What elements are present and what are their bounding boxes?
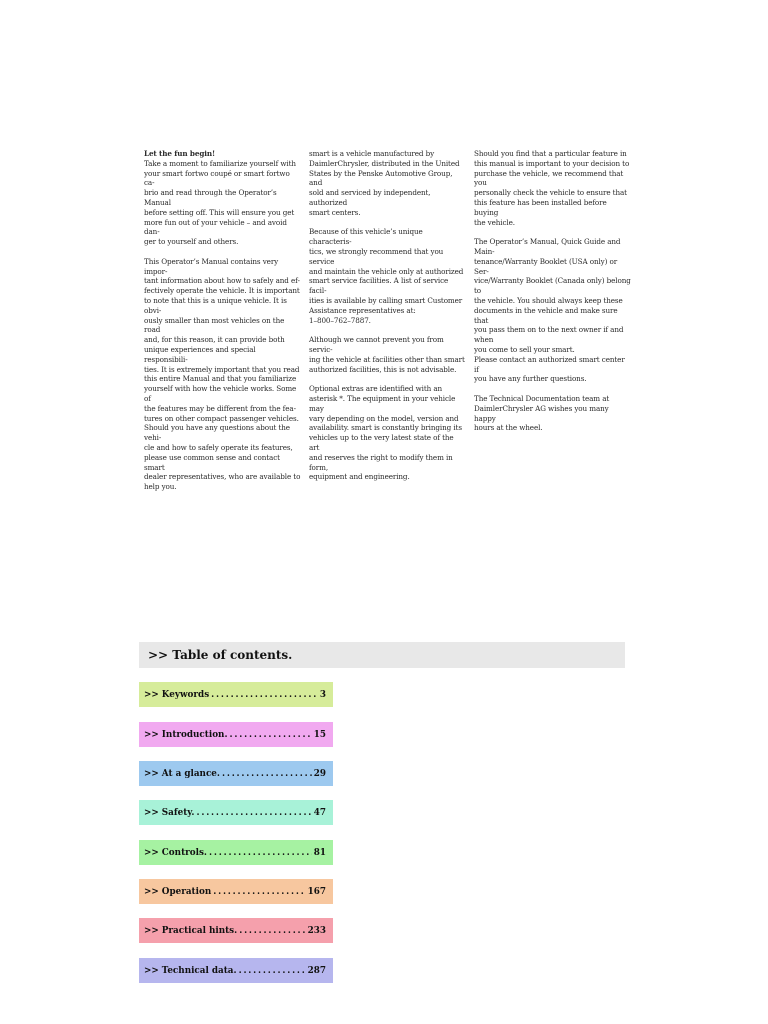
intro-paragraph: This Operator’s Manual contains very impor- tant information about how to safely and ef- fectively operate the vehicle. It is important to note that this is a unique vehicle. It is obvi- ously smaller than most vehicles on the road and, for this reason, it can provide both unique experiences and special responsibili- ties. It is extremely important that you read this entire Manual and that you familiarize yourself with how the vehicle works. Some of the features may be different from the fea- tures on other compact passenger vehicles. Should you have any questions about the vehi- cle and how to safely operate its features, please use common sense and contact smart dealer representatives, who are available to help you.	[144, 256, 301, 492]
intro-paragraph: smart is a vehicle manufactured by DaimlerChrysler, distributed in the United States by the Penske Automotive Group, and sold and serviced by independent, authorized smart centers.	[309, 149, 460, 217]
intro-paragraph: The Operator’s Manual, Quick Guide and Main- tenance/Warranty Booklet (USA only) or Ser- vice/Warranty Booklet (Canada only) belong to the vehicle. You should always keep these documents in the vehicle and make sure that you pass them on to the next owner if and when you come to sell your smart. Please contact an authorized smart center if you have any further questions.	[474, 237, 631, 384]
toc-entry-operation[interactable]	[139, 879, 333, 904]
intro-column-2	[309, 149, 466, 492]
intro-paragraph: Optional extras are identified with an asterisk *. The equipment in your vehicle may vary depending on the model, version and availability. smart is constantly bringing its vehicles up to the very latest state of the art and reserves the right to modify them in form, equipment and engineering.	[309, 384, 462, 482]
toc-leader-dots	[213, 887, 305, 897]
toc-entry-page: 47	[313, 807, 326, 818]
toc-entry-label: >> Safety.	[144, 807, 195, 818]
toc-entry-at-a-glance[interactable]	[139, 761, 333, 786]
toc-entry-page: 287	[307, 965, 326, 976]
toc-leader-dots	[211, 690, 318, 700]
toc-entry-page: 233	[307, 925, 326, 936]
toc-entry-page: 29	[313, 768, 326, 779]
toc-leader-dots	[230, 730, 312, 740]
intro-column-3	[474, 149, 631, 443]
intro-paragraph: The Technical Documentation team at DaimlerChrysler AG wishes you many happy hours at the wheel.	[474, 393, 610, 433]
toc-entry-controls[interactable]	[139, 840, 333, 865]
toc-entry-label: >> Introduction.	[144, 729, 228, 740]
toc-entry-page: 167	[307, 886, 326, 897]
toc-entry-introduction[interactable]	[139, 722, 333, 747]
intro-paragraph: Should you find that a particular feature in this manual is important to your decision to purchase the vehicle, we recommend that you personally check the vehicle to ensure that this feature has been installed before buying the vehicle.	[474, 149, 630, 227]
toc-entry-label: >> Technical data.	[144, 965, 237, 976]
intro-paragraph: Because of this vehicle’s unique characteris- tics, we strongly recommend that you service and maintain the vehicle only at authorized smart service facilities. A list of service facil- ities is available by calling smart Customer Assistance representatives at: 1–800–762–7887.	[309, 227, 464, 325]
toc-entry-label: >> Controls.	[144, 847, 207, 858]
toc-entry-page: 81	[313, 847, 326, 858]
toc-leader-dots	[209, 848, 312, 858]
toc-entry-page: 15	[313, 729, 326, 740]
intro-heading: Let the fun begin!	[144, 149, 216, 158]
toc-entry-practical-hints[interactable]	[139, 918, 333, 943]
toc-leader-dots	[196, 808, 311, 818]
toc-leader-dots	[239, 966, 306, 976]
toc-leader-dots	[239, 926, 305, 936]
toc-header	[139, 642, 625, 668]
toc-title: >> Table of contents.	[148, 648, 293, 662]
toc-entry-label: >> Keywords	[144, 689, 210, 700]
toc-leader-dots	[222, 769, 312, 779]
toc-entry-keywords[interactable]	[139, 682, 333, 707]
toc-entry-label: >> At a glance.	[144, 768, 220, 779]
intro-paragraph: Although we cannot prevent you from servic- ing the vehicle at facilities other than smart authorized facilities, this is not advisable.	[309, 335, 465, 374]
toc-entry-label: >> Practical hints.	[144, 925, 238, 936]
intro-paragraph: Take a moment to familiarize yourself with your smart fortwo coupé or smart fortwo ca- brio and read through the Operator’s Manual before setting off. This will ensure you get more fun out of your vehicle – and avoid dan- ger to yourself and others.	[144, 158, 296, 247]
intro-column-1	[144, 149, 301, 502]
toc-entry-label: >> Operation	[144, 886, 212, 897]
toc-entry-safety[interactable]	[139, 800, 333, 825]
toc-entry-page: 3	[319, 689, 326, 700]
toc-entry-technical-data[interactable]	[139, 958, 333, 983]
